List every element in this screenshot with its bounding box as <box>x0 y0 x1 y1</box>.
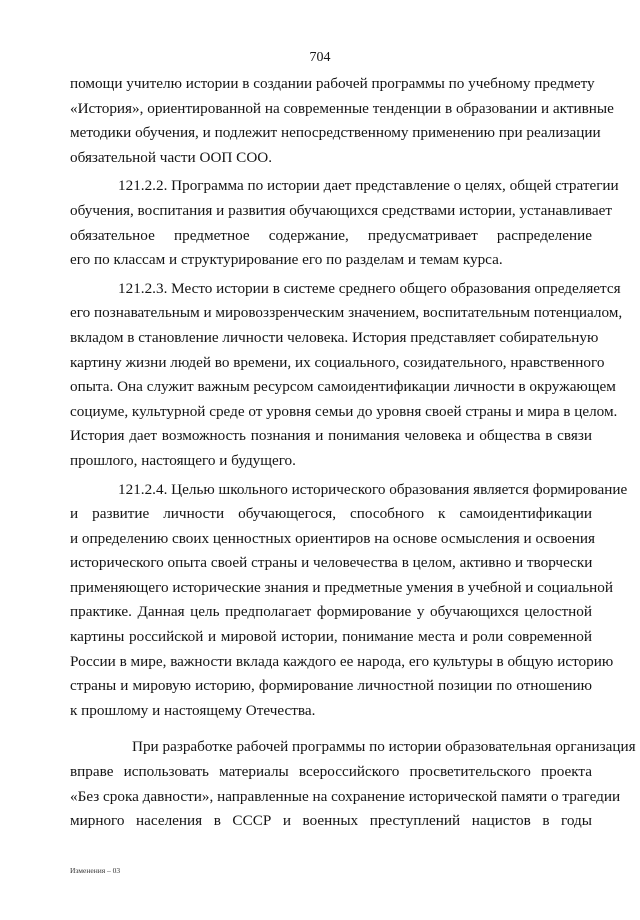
text-line: и определению своих ценностных ориентиров на основе осмысления и освоения <box>70 529 596 547</box>
text-line: прошлого, настоящего и будущего. <box>70 451 296 469</box>
footer-revision-note: Изменения – 03 <box>70 866 121 875</box>
text-line: опыта. Она служит важным ресурсом самоидентификации личности в окружающем <box>70 378 616 396</box>
text-line: к прошлому и настоящему Отечества. <box>70 701 316 719</box>
text-line: 121.2.2. Программа по истории дает представление о целях, общей стратегии <box>118 177 619 195</box>
text-line: обучения, воспитания и развития обучающихся средствами истории, устанавливает <box>70 201 612 219</box>
text-line: обязательной части ООП СОО. <box>70 148 273 166</box>
text-line: При разработке рабочей программы по истории образовательная организация <box>132 738 636 756</box>
document-body <box>70 72 636 834</box>
text-line: социуме, культурной среде от уровня семьи до уровня своей страны и мира в целом. <box>70 402 618 420</box>
text-line: вправе использовать материалы всероссийского просветительского проекта <box>70 763 592 781</box>
text-line: методики обучения, и подлежит непосредственному применению при реализации <box>70 124 601 142</box>
text-line: картины российской и мировой истории, понимание места и роли современной <box>70 628 592 646</box>
text-line: вкладом в становление личности человека. История представляет собирательную <box>70 328 599 346</box>
text-line: История дает возможность познания и понимания человека и общества в связи <box>70 427 592 445</box>
text-line: «История», ориентированной на современные тенденции в образовании и активные <box>70 99 614 117</box>
text-line: его познавательным и мировоззренческим значением, воспитательным потенциалом, <box>70 304 623 322</box>
text-line: картину жизни людей во времени, их социального, созидательного, нравственного <box>70 353 605 371</box>
page-number: 704 <box>309 50 331 65</box>
text-line: страны и мировую историю, формирование личностной позиции по отношению <box>70 677 592 695</box>
text-line: помощи учителю истории в создании рабочей программы по учебному предмету <box>70 75 595 92</box>
text-line: применяющего исторические знания и предметные умения в учебной и социальной <box>70 578 614 596</box>
text-line: его по классам и структурирование его по разделам и темам курса. <box>70 251 503 269</box>
text-line: «Без срока давности», направленные на сохранение исторической памяти о трагедии <box>70 787 621 805</box>
text-line: и развитие личности обучающегося, способного к самоидентификации <box>70 505 592 523</box>
text-line: 121.2.3. Место истории в системе среднего общего образования определяется <box>118 279 621 297</box>
text-line: практике. Данная цель предполагает формирование у обучающихся целостной <box>70 603 592 621</box>
text-line: мирного населения в СССР и военных преступлений нацистов в годы <box>70 812 592 830</box>
text-line: 121.2.4. Целью школьного исторического образования является формирование <box>118 480 628 498</box>
text-line: исторического опыта своей страны и человечества в целом, активно и творчески <box>70 554 593 572</box>
text-line: обязательное предметное содержание, предусматривает распределение <box>70 226 592 244</box>
text-line: России в мире, важности вклада каждого ее народа, его культуры в общую историю <box>70 652 614 670</box>
